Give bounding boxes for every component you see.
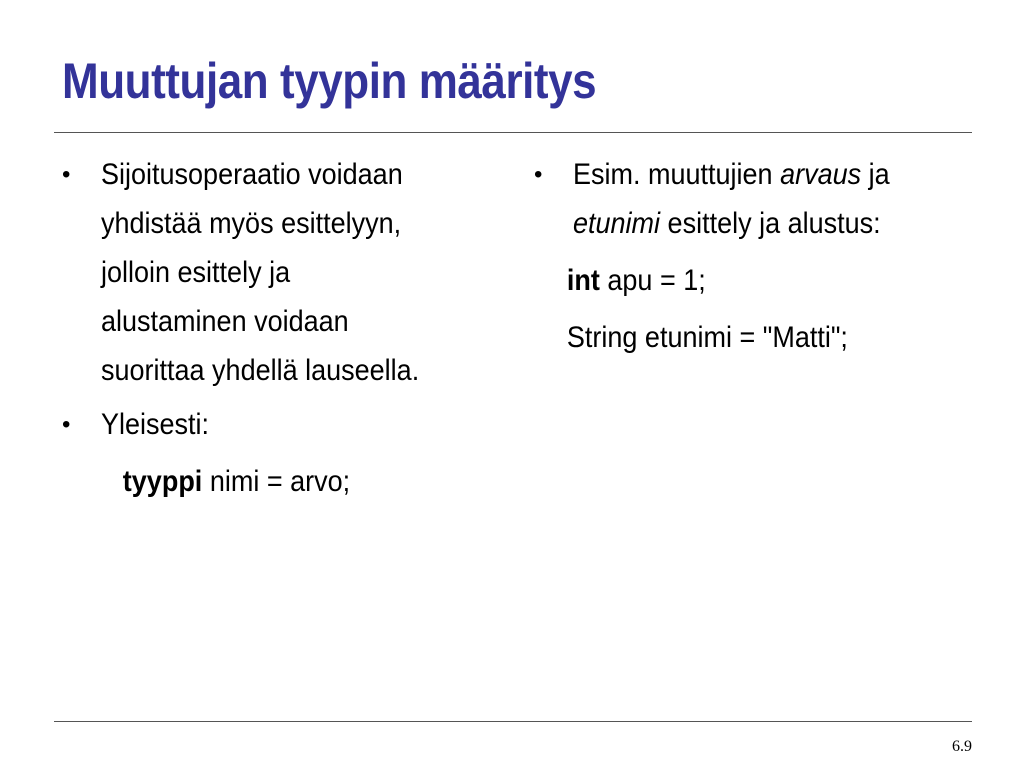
page-number: 6.9 — [952, 738, 972, 755]
right-column — [530, 150, 980, 362]
code-rest: apu = 1; — [599, 264, 706, 297]
bullet-line — [573, 150, 939, 199]
variable-name: arvaus — [780, 158, 862, 191]
code-line-int — [530, 256, 935, 305]
text-segment: esittely ja alustus: — [660, 207, 881, 240]
slide-title: Muuttujan tyypin määritys — [62, 53, 597, 109]
code-keyword: int — [566, 264, 600, 297]
bullet-item-example — [530, 150, 980, 248]
text-segment: Esim. muuttujien — [573, 158, 781, 191]
bullet-line — [573, 199, 939, 248]
bullet-line: Yleisesti: — [101, 408, 210, 441]
syntax-rest: nimi = arvo; — [202, 465, 351, 498]
text-segment: ja — [861, 158, 890, 191]
bullet-icon: • — [62, 411, 71, 438]
syntax-line — [58, 457, 463, 506]
variable-name: etunimi — [573, 207, 661, 240]
bullet-text — [101, 400, 467, 449]
syntax-keyword: tyyppi — [122, 465, 203, 498]
bullet-line: alustaminen voidaan — [101, 305, 349, 338]
bullet-item-assignment — [58, 150, 508, 395]
left-column — [58, 150, 508, 506]
bullet-text — [573, 150, 939, 248]
bullet-line: Sijoitusoperaatio voidaan — [101, 158, 403, 191]
bullet-icon: • — [62, 161, 71, 188]
footer-divider — [54, 721, 972, 722]
bullet-text — [101, 150, 467, 395]
bullet-line: yhdistää myös esittelyyn, — [101, 207, 402, 240]
bullet-item-general — [58, 400, 508, 449]
title-divider — [54, 132, 972, 133]
bullet-line: jolloin esittely ja — [101, 256, 291, 289]
code-line-string: String etunimi = "Matti"; — [566, 321, 848, 354]
bullet-icon: • — [534, 161, 543, 188]
bullet-line: suorittaa yhdellä lauseella. — [101, 354, 420, 387]
